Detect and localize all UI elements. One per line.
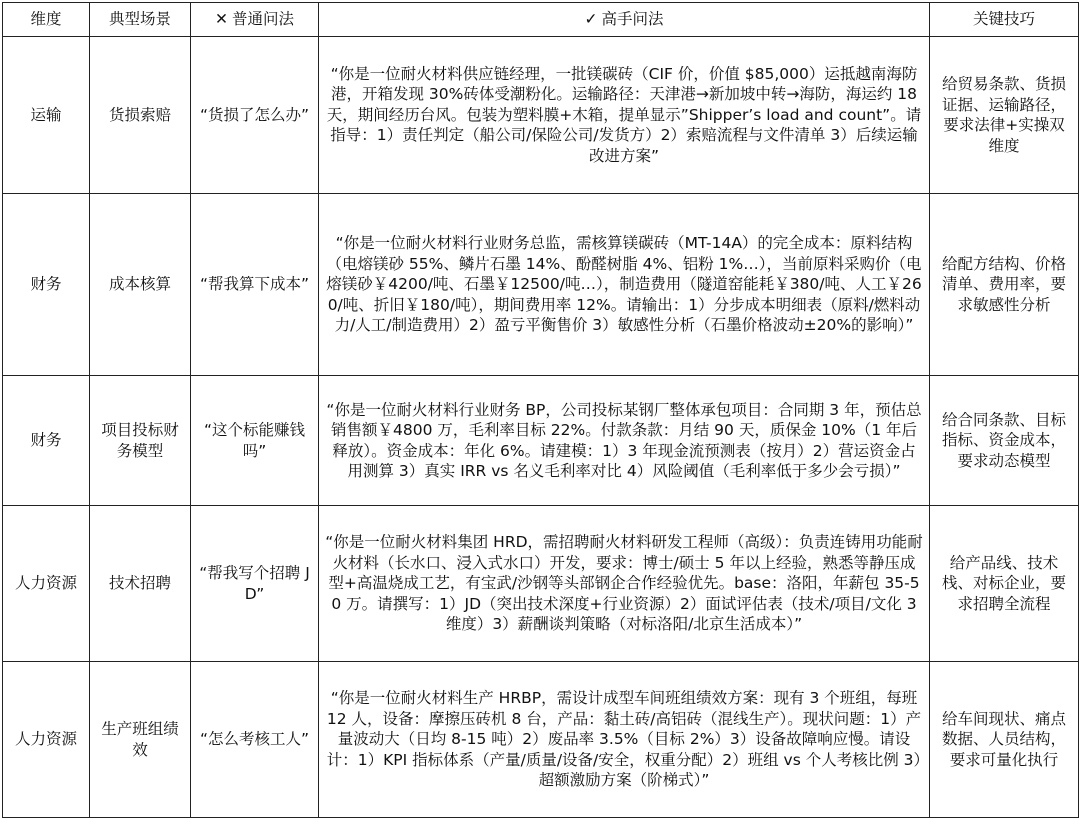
cell-normal-question: “这个标能赚钱吗” bbox=[191, 376, 319, 506]
header-expert-label: 高手问法 bbox=[601, 10, 664, 29]
cell-scenario: 技术招聘 bbox=[90, 506, 191, 662]
cell-normal-question: “帮我写个招聘 JD” bbox=[191, 506, 319, 662]
table-row bbox=[3, 37, 1079, 194]
cell-normal-question: “货损了怎么办” bbox=[191, 37, 319, 194]
table-row bbox=[3, 376, 1079, 506]
cell-dimension: 人力资源 bbox=[3, 506, 90, 662]
cell-expert-question: “你是一位耐火材料行业财务 BP，公司投标某钢厂整体承包项目：合同期 3 年，预估总销售额￥4800 万，毛利率目标 22%。付款条款：月结 90 天，质保金 10%（1 年后释放）。资金成本：年化 6%。请建模：1）3 年现金流预测表（按月）2）营运资金占用测算 3）真实 IRR vs 名义毛利率对比 4）风险阈值（毛利率低于多少会亏损）” bbox=[319, 376, 930, 506]
cross-icon: ✕ bbox=[214, 10, 228, 29]
cell-scenario: 项目投标财务模型 bbox=[90, 376, 191, 506]
check-icon: ✓ bbox=[584, 10, 598, 29]
cell-expert-question: “你是一位耐火材料行业财务总监，需核算镁碳砖（MT-14A）的完全成本：原料结构（电熔镁砂 55%、鳞片石墨 14%、酚醛树脂 4%、铝粉 1%…），当前原料采购价（电熔镁砂￥4200/吨、石墨￥12500/吨…），制造费用（隧道窑能耗￥380/吨、人工￥260/吨、折旧￥180/吨），期间费用率 12%。请输出：1）分步成本明细表（原料/燃料动力/人工/制造费用）2）盈亏平衡售价 3）敏感性分析（石墨价格波动±20%的影响）” bbox=[319, 194, 930, 376]
header-normal-question bbox=[191, 3, 319, 37]
cell-dimension: 人力资源 bbox=[3, 662, 90, 818]
table-row bbox=[3, 194, 1079, 376]
cell-normal-question: “帮我算下成本” bbox=[191, 194, 319, 376]
cell-dimension: 财务 bbox=[3, 376, 90, 506]
cell-dimension: 财务 bbox=[3, 194, 90, 376]
table-row bbox=[3, 506, 1079, 662]
cell-scenario: 生产班组绩效 bbox=[90, 662, 191, 818]
header-key-tips: 关键技巧 bbox=[930, 3, 1079, 37]
header-row bbox=[3, 3, 1079, 37]
cell-key-tips: 给合同条款、目标指标、资金成本，要求动态模型 bbox=[930, 376, 1079, 506]
cell-scenario: 货损索赔 bbox=[90, 37, 191, 194]
cell-key-tips: 给车间现状、痛点数据、人员结构，要求可量化执行 bbox=[930, 662, 1079, 818]
cell-normal-question: “怎么考核工人” bbox=[191, 662, 319, 818]
header-normal-label: 普通问法 bbox=[231, 10, 294, 29]
cell-scenario: 成本核算 bbox=[90, 194, 191, 376]
cell-dimension: 运输 bbox=[3, 37, 90, 194]
cell-expert-question: “你是一位耐火材料集团 HRD，需招聘耐火材料研发工程师（高级）：负责连铸用功能耐火材料（长水口、浸入式水口）开发，要求：博士/硕士 5 年以上经验，熟悉等静压成型+高温烧成工艺，有宝武/沙钢等头部钢企合作经验优先。base：洛阳，年薪包 35-50 万。请撰写：1）JD（突出技术深度+行业资源）2）面试评估表（技术/项目/文化 3 维度）3）薪酬谈判策略（对标洛阳/北京生活成本）” bbox=[319, 506, 930, 662]
cell-expert-question: “你是一位耐火材料生产 HRBP，需设计成型车间班组绩效方案：现有 3 个班组，每班 12 人，设备：摩擦压砖机 8 台，产品：黏土砖/高铝砖（混线生产）。现状问题：1）产量波动大（日均 8-15 吨）2）废品率 3.5%（目标 2%）3）设备故障响应慢。请设计：1）KPI 指标体系（产量/质量/设备/安全，权重分配）2）班组 vs 个人考核比例 3）超额激励方案（阶梯式）” bbox=[319, 662, 930, 818]
cell-key-tips: 给配方结构、价格清单、费用率，要求敏感性分析 bbox=[930, 194, 1079, 376]
prompt-comparison-table bbox=[2, 2, 1079, 818]
cell-key-tips: 给贸易条款、货损证据、运输路径，要求法律+实操双维度 bbox=[930, 37, 1079, 194]
header-dimension: 维度 bbox=[3, 3, 90, 37]
table-row bbox=[3, 662, 1079, 818]
header-scenario: 典型场景 bbox=[90, 3, 191, 37]
cell-expert-question: “你是一位耐火材料供应链经理，一批镁碳砖（CIF 价，价值 $85,000）运抵越南海防港，开箱发现 30%砖体受潮粉化。运输路径：天津港→新加坡中转→海防，海运约 18 天，期间经历台风。包装为塑料膜+木箱，提单显示”Shipper’s load and count”。请指导：1）责任判定（船公司/保险公司/发货方）2）索赔流程与文件清单 3）后续运输改进方案” bbox=[319, 37, 930, 194]
header-expert-question bbox=[319, 3, 930, 37]
cell-key-tips: 给产品线、技术栈、对标企业，要求招聘全流程 bbox=[930, 506, 1079, 662]
